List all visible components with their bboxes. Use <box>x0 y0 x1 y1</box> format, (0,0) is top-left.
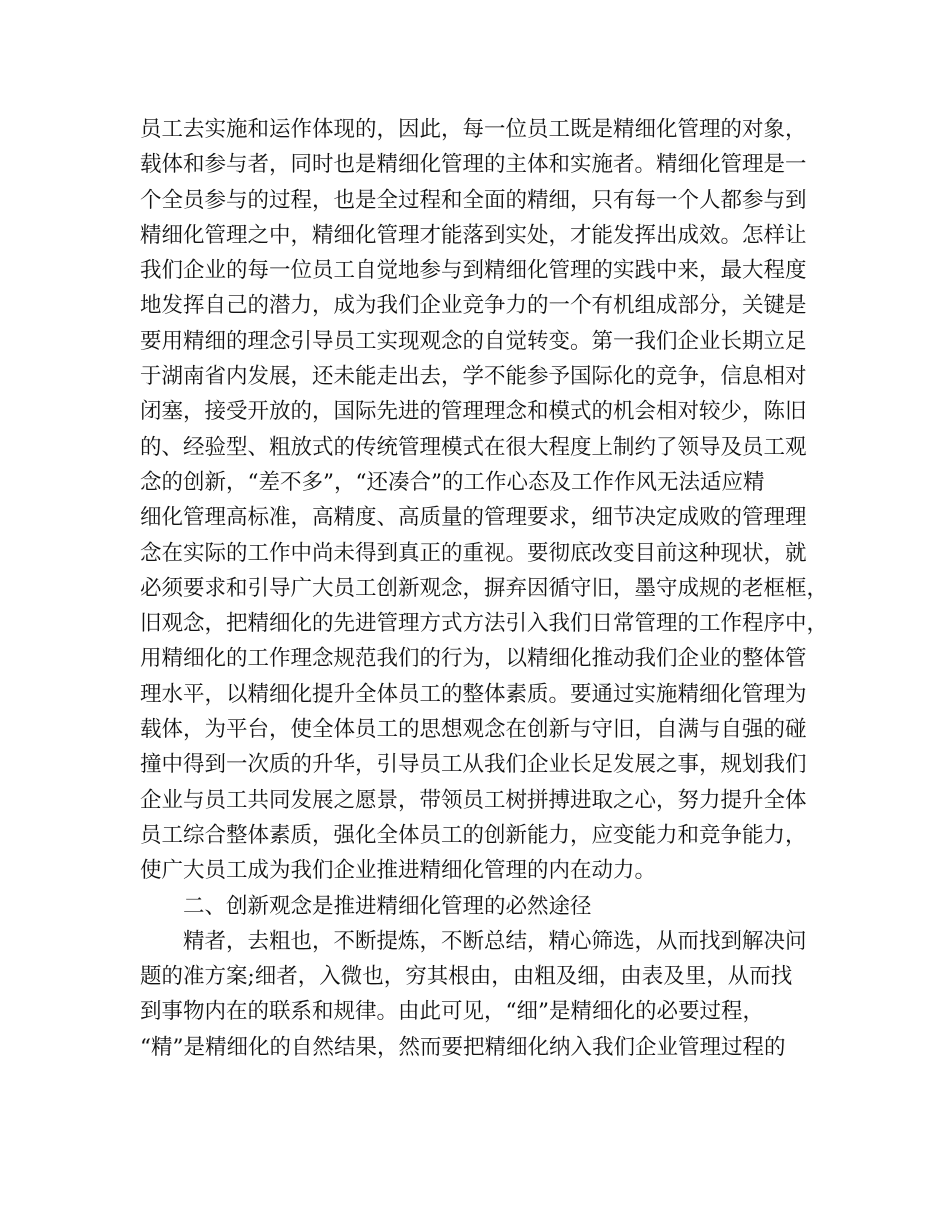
text-line: 题的准方案;细者，入微也，穷其根由，由粗及细，由表及里，从而找 <box>140 964 793 990</box>
body-text <box>140 112 829 1065</box>
text-line: 闭塞，接受开放的，国际先进的管理理念和模式的机会相对较少，陈旧 <box>140 399 807 425</box>
text-line: 使广大员工成为我们企业推进精细化管理的内在动力。 <box>140 858 657 884</box>
text-line: 要用精细的理念引导员工实现观念的自觉转变。第一我们企业长期立足 <box>140 328 807 354</box>
text-line: 旧观念，把精细化的先进管理方式方法引入我们日常管理的工作程序中， <box>140 611 829 637</box>
section-heading: 二、创新观念是推进精细化管理的必然途径 <box>183 893 592 919</box>
text-line: 用精细化的工作理念规范我们的行为，以精细化推动我们企业的整体管 <box>140 646 807 672</box>
text-line: 精细化管理之中，精细化管理才能落到实处，才能发挥出成效。怎样让 <box>140 222 807 248</box>
text-line: 地发挥自己的潜力，成为我们企业竞争力的一个有机组成部分，关键是 <box>140 293 807 319</box>
text-line: 员工综合整体素质，强化全体员工的创新能力，应变能力和竞争能力， <box>140 822 807 848</box>
text-line: 的、经验型、粗放式的传统管理模式在很大程度上制约了领导及员工观 <box>140 434 807 460</box>
text-line: 个全员参与的过程，也是全过程和全面的精细，只有每一个人都参与到 <box>140 187 807 213</box>
text-line: 到事物内在的联系和规律。由此可见，“细”是精细化的必要过程， <box>140 999 764 1025</box>
text-line: 念的创新，“差不多”，“还凑合”的工作心态及工作作风无法适应精 <box>140 469 765 495</box>
text-line: 载体和参与者，同时也是精细化管理的主体和实施者。精细化管理是一 <box>140 152 807 178</box>
text-line: “精”是精细化的自然结果，然而要把精细化纳入我们企业管理过程的 <box>140 1034 786 1060</box>
text-line: 于湖南省内发展，还未能走出去，学不能参予国际化的竞争，信息相对 <box>140 364 807 390</box>
text-line: 员工去实施和运作体现的，因此，每一位员工既是精细化管理的对象， <box>140 117 807 142</box>
text-line: 必须要求和引导广大员工创新观念，摒弃因循守旧，墨守成规的老框框， <box>140 575 829 601</box>
text-line: 精者，去粗也，不断提炼，不断总结，精心筛选，从而找到解决问 <box>183 928 807 954</box>
text-line: 理水平，以精细化提升全体员工的整体素质。要通过实施精细化管理为 <box>140 681 807 707</box>
text-line: 细化管理高标准，高精度、高质量的管理要求，细节决定成败的管理理 <box>140 505 807 531</box>
text-line: 念在实际的工作中尚未得到真正的重视。要彻底改变目前这种现状，就 <box>140 540 807 566</box>
text-line: 企业与员工共同发展之愿景，带领员工树拼搏进取之心，努力提升全体 <box>140 787 807 813</box>
text-line: 载体，为平台，使全体员工的思想观念在创新与守旧，自满与自强的碰 <box>140 717 807 743</box>
text-line: 撞中得到一次质的升华，引导员工从我们企业长足发展之事，规划我们 <box>140 752 807 778</box>
text-line: 我们企业的每一位员工自觉地参与到精细化管理的实践中来，最大程度 <box>140 258 807 284</box>
